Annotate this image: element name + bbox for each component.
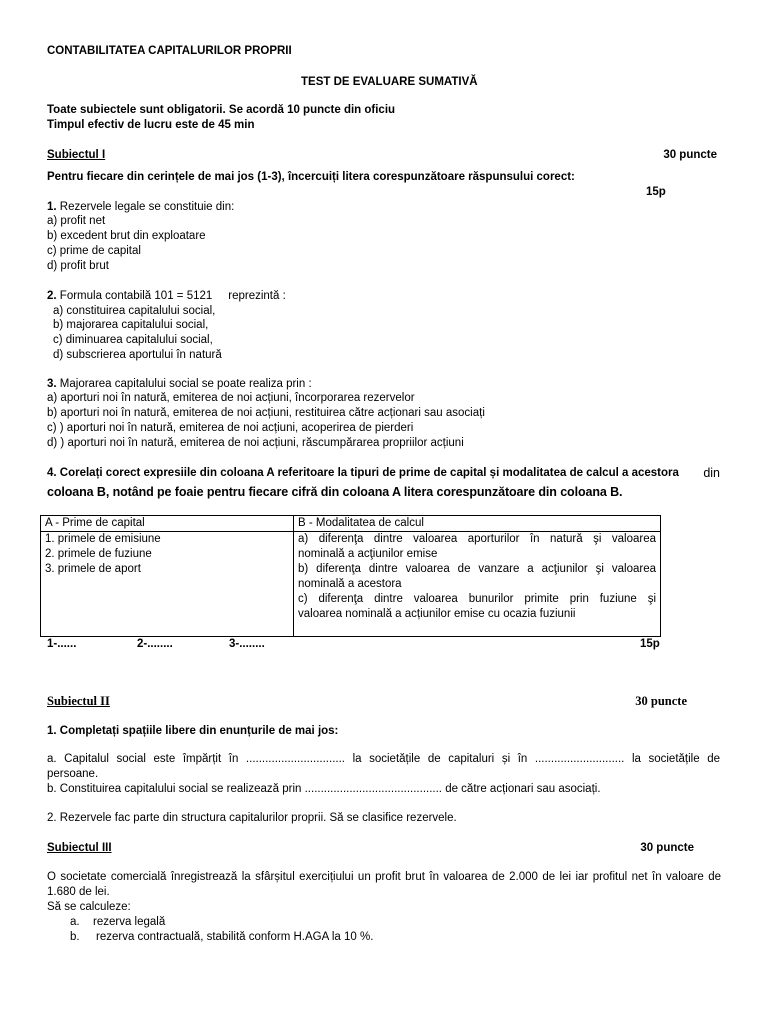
question-2-number: 2. [47,290,57,302]
subject-3-title: Subiectul III [47,842,112,854]
question-3-text: Majorarea capitalului social se poate realiza prin : [59,378,312,390]
question-1-number: 1. [47,201,57,213]
answer-slot-3: 3-........ [229,638,265,650]
col-b-header: B - Modalitatea de calcul [294,516,661,532]
subject-3-item-b-text: rezerva contractuală, stabilită conform H.AGA la 10 %. [96,931,374,943]
rules-line-2: Timpul efectiv de lucru este de 45 min [47,119,255,131]
q2-option-c: c) diminuarea capitalului social, [53,334,213,346]
matching-table-header [41,516,661,532]
col-b-line: nominală a acţiunilor emise [298,548,438,560]
subject-1-title: Subiectul I [47,149,106,161]
q2-option-a: a) constituirea capitalului social, [53,305,216,317]
col-b-line: b) diferenţa dintre valoarea de vanzare a acţiunilor şi valoarea [298,563,656,575]
question-4-line-1-text: 4. Corelați corect expresiile din coloana A referitoare la tipuri de prime de capital și modalitatea de calcul a acestora [47,467,679,479]
col-a-cell [41,532,294,637]
subject-3-item-a-text: rezerva legală [93,916,166,928]
subject-2-q1-title: 1. Completați spațiile libere din enunțurile de mai jos: [47,725,339,737]
q3-option-d: d) ) aporturi noi în natură, emiterea de noi acțiuni, răscumpărarea propriilor acțiuni [47,437,464,449]
subject-2-heading [47,694,687,709]
q1-option-a: a) profit net [47,215,106,227]
q3-option-b: b) aporturi noi în natură, emiterea de noi acțiuni, restituirea către acționari sau asociați [47,407,485,419]
subject-2-q1b: b. Constituirea capitalului social se realizează prin ........................................... de către acționari sau asociați. [47,783,601,795]
col-b-line: c) diferenţa dintre valoarea bunurilor primite prin fuziune şi [298,593,656,605]
question-4-line-1-end: din [703,466,720,480]
subject-3-text-line-1: O societate comercială înregistrează la sfârșitul exercițiului un profit brut în valoarea de 2.000 de lei iar profitul net în valoare de [47,871,721,883]
q1-option-b: b) excedent brut din exploatare [47,230,206,242]
col-b-line: a) diferenţa dintre valoarea aporturilor în natură şi valoarea [298,533,656,545]
subject-2-q1a-line-2: persoane. [47,768,99,780]
col-a-item: 2. primele de fuziune [45,548,152,560]
col-b-cell [294,532,661,637]
q1-option-d: d) profit brut [47,260,109,272]
q3-option-c: c) ) aporturi noi în natură, emiterea de noi acțiuni, acoperirea de pierderi [47,422,414,434]
subject-2-title: Subiectul II [47,694,110,708]
q2-option-d: d) subscrierea aportului în natură [53,349,222,361]
course-title: CONTABILITATEA CAPITALURILOR PROPRII [47,45,292,57]
subject-1-points: 30 puncte [663,149,717,161]
question-1 [47,200,234,215]
question-4-line-1 [47,466,720,481]
question-4-points: 15p [640,638,660,650]
subject-3-text-line-2: 1.680 de lei. [47,886,110,898]
q1-option-c: c) prime de capital [47,245,141,257]
subject-1-instruction: Pentru fiecare din cerințele de mai jos (1-3), încercuiți litera corespunzătoare răspunsului corect: [47,171,575,183]
subject-3-item-a-letter: a. [70,916,80,928]
answer-slot-1: 1-...... [47,638,77,650]
subject-3-points: 30 puncte [640,842,694,854]
subject-2-q2: 2. Rezervele fac parte din structura capitalurilor proprii. Să se clasifice rezervele. [47,812,457,824]
col-a-header: A - Prime de capital [41,516,294,532]
subject-1-heading [47,148,717,163]
col-b-line: valoarea nominală a acțiunilor emise cu ocazia fuziunii [298,608,576,620]
subject-3-calc-intro: Să se calculeze: [47,901,131,913]
rules-line-1: Toate subiectele sunt obligatorii. Se acordă 10 puncte din oficiu [47,104,396,116]
subject-2-q1a-line-1: a. Capitalul social este împărțit în ............................... la societățile de capitaluri și în ............................ la societățile de [47,753,720,765]
subject-2-points: 30 puncte [635,694,687,708]
question-4-line-2: coloana B, notând pe foaie pentru fiecare cifră din coloana A litera corespunzătoare din coloana B. [47,485,623,499]
subject-3-item-b-letter: b. [70,931,80,943]
col-a-item: 3. primele de aport [45,563,141,575]
subject-3-heading [47,841,694,856]
question-2 [47,289,286,304]
question-3 [47,377,312,392]
test-title: TEST DE EVALUARE SUMATIVĂ [301,76,478,88]
question-3-number: 3. [47,378,57,390]
question-2-text: Formula contabilă 101 = 5121 reprezintă : [59,290,286,302]
matching-table-row [41,532,661,637]
subject-1-instruction-points: 15p [646,186,666,198]
question-1-text: Rezervele legale se constituie din: [59,201,235,213]
col-a-item: 1. primele de emisiune [45,533,161,545]
q3-option-a: a) aporturi noi în natură, emiterea de noi acțiuni, încorporarea rezervelor [47,392,415,404]
q2-option-b: b) majorarea capitalului social, [53,319,209,331]
col-b-line: nominală a acestora [298,578,402,590]
matching-table [40,515,661,637]
answer-slot-2: 2-........ [137,638,173,650]
